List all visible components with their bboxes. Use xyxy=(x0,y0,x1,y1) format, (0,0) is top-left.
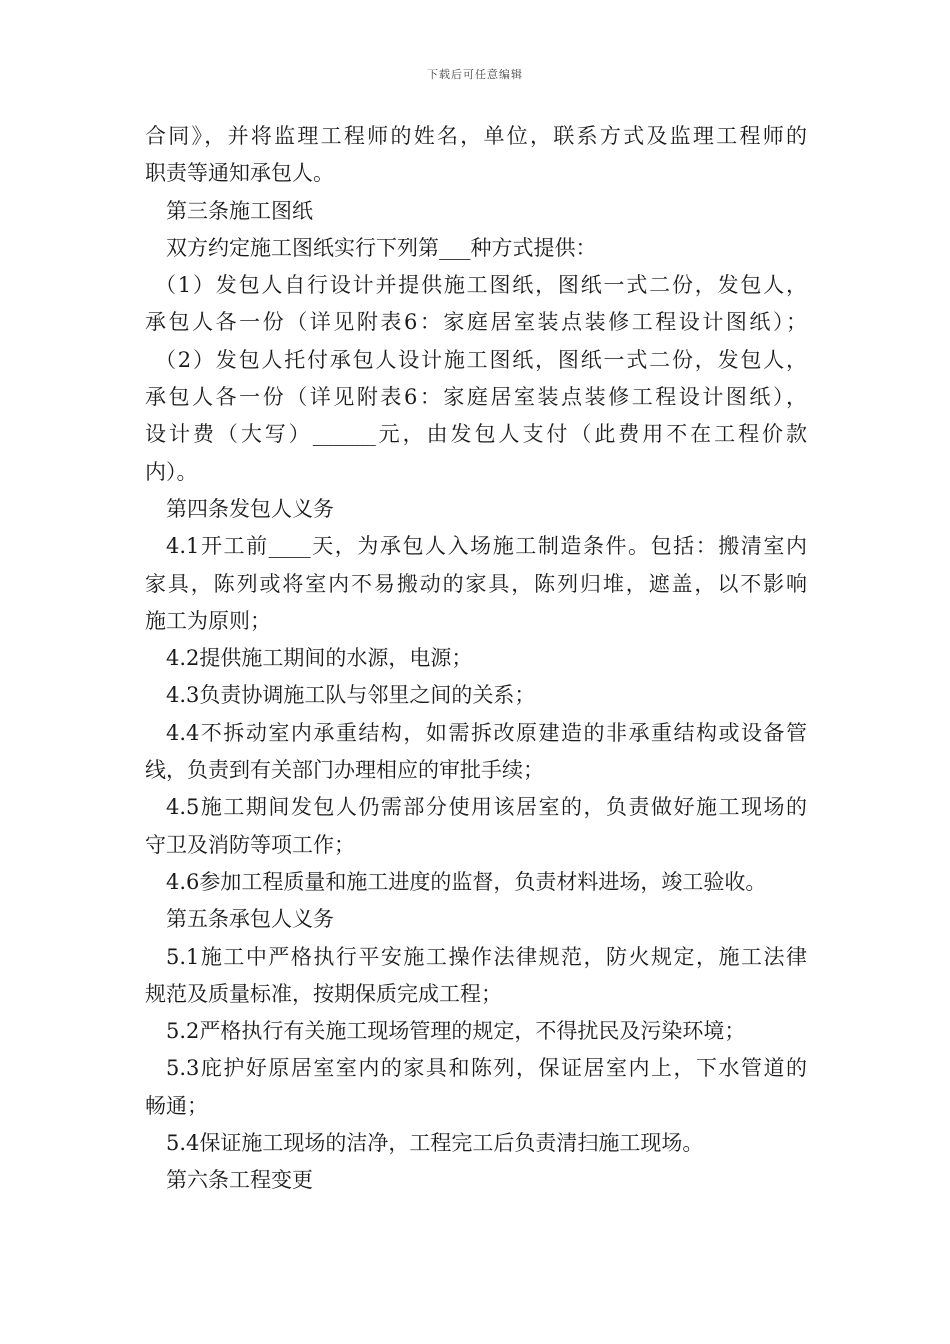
text-line: 畅通； xyxy=(145,1093,208,1118)
text-line: 4.5施工期间发包人仍需部分使用该居室的，负责做好施工现场的 xyxy=(166,795,807,820)
text-line: 施工为原则； xyxy=(145,608,271,633)
text-line: 5.2严格执行有关施工现场管理的规定，不得扰民及污染环境； xyxy=(166,1019,746,1044)
text-line: 线，负责到有关部门办理相应的审批手续； xyxy=(145,758,544,783)
text-line: 承包人各一份（详见附表6：家庭居室装点装修工程设计图纸）， xyxy=(145,385,807,410)
text-line: 合同》，并将监理工程师的姓名，单位，联系方式及监理工程师的 xyxy=(145,124,807,148)
text-line: （1）发包人自行设计并提供施工图纸，图纸一式二份，发包人， xyxy=(155,273,807,298)
text-line: 规范及质量标准，按期保质完成工程； xyxy=(145,981,502,1006)
text-line: 设计费（大写）______元，由发包人支付（此费用不在工程价款 xyxy=(145,422,807,447)
text-line: 5.3庇护好原居室室内的家具和陈列，保证居室内上，下水管道的 xyxy=(166,1056,807,1081)
text-line: 双方约定施工图纸实行下列第___种方式提供： xyxy=(166,235,597,260)
text-line: 5.1施工中严格执行平安施工操作法律规范，防火规定，施工法律 xyxy=(166,944,807,969)
text-line: 第三条施工图纸 xyxy=(166,198,313,223)
text-line: 5.4保证施工现场的洁净，工程完工后负责清扫施工现场。 xyxy=(166,1131,704,1156)
text-line: 4.4不拆动室内承重结构，如需拆改原建造的非承重结构或设备管 xyxy=(166,720,807,745)
page-header-note: 下载后可任意编辑 xyxy=(427,68,523,81)
text-line: 4.6参加工程质量和施工进度的监督，负责材料进场，竣工验收。 xyxy=(166,869,767,894)
text-line: 第五条承包人义务 xyxy=(166,907,334,932)
text-line: 4.1开工前____天，为承包人入场施工制造条件。包括：搬清室内 xyxy=(166,534,807,559)
text-line: 第四条发包人义务 xyxy=(166,496,334,521)
text-line: 第六条工程变更 xyxy=(166,1168,313,1193)
text-line: 4.2提供施工期间的水源，电源； xyxy=(166,646,473,671)
text-line: 守卫及消防等项工作； xyxy=(145,832,355,857)
document-body xyxy=(145,118,807,1200)
text-line: 家具，陈列或将室内不易搬动的家具，陈列归堆，遮盖，以不影响 xyxy=(145,571,807,596)
text-line: 4.3负责协调施工队与邻里之间的关系； xyxy=(166,683,536,708)
text-line: 职责等通知承包人。 xyxy=(145,161,334,186)
text-line: （2）发包人托付承包人设计施工图纸，图纸一式二份，发包人， xyxy=(155,347,807,372)
text-line: 承包人各一份（详见附表6：家庭居室装点装修工程设计图纸）； xyxy=(145,310,807,335)
text-line: 内）。 xyxy=(145,459,198,484)
